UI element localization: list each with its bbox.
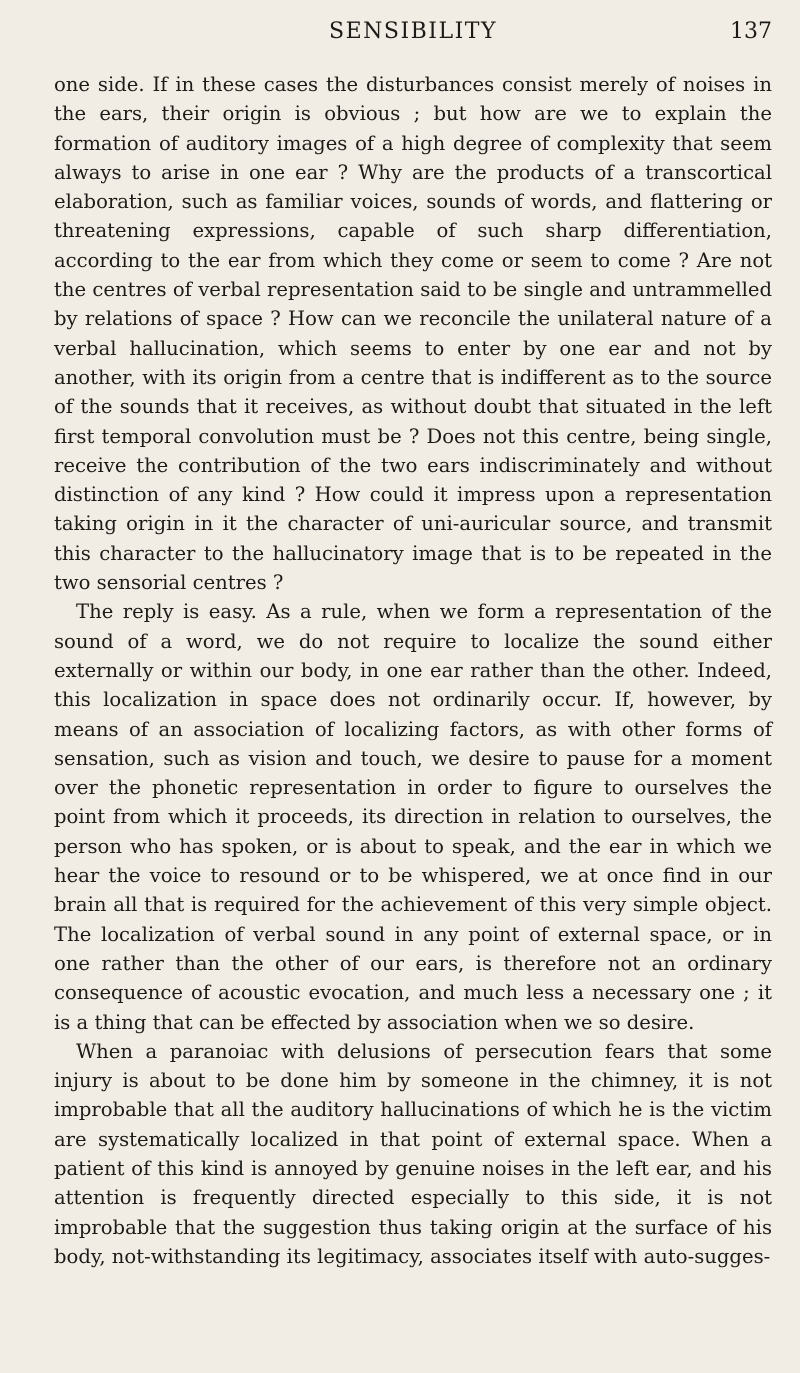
paragraph-paranoiac: When a paranoiac with delusions of persecution fears that some injury is about to be done him by someone in the chimney, it is not improbable that all the auditory hallucinations of which he is the victim are systematically localized in that point of external space. When a patient of this kind is annoyed by genuine noises in the left ear, and his attention is frequently directed especially to this side, it is not improbable that the suggestion thus taking origin at the surface of his body, not-withstanding its legitimacy, associates itself with auto-sugges- — [54, 1039, 772, 1268]
paragraph-continuation: one side. If in these cases the disturbances consist merely of noises in the ears, their origin is obvious ; but how are we to explain the formation of auditory images of a high degree of complexity that seem always to arise in one ear ? Why are the products of a transcortical elaboration, such as familiar voices, sounds of words, and flattering or threatening expressions, capable of such sharp differentiation, according to the ear from which they come or seem to come ? Are not the centres of verbal representation said to be single and untrammelled by relations of space ? How can we reconcile the unilateral nature of a verbal hallucination, which seems to enter by one ear and not by another, with its origin from a centre that is indifferent as to the source of the sounds that it receives, as without doubt that situated in the left first temporal convolution must be ? Does not this centre, being single, receive the contribution of the two ears indiscriminately and without distinction of any kind ? How could it impress upon a representation taking origin in it the character of uni-auricular source, and transmit this character to the hallucinatory image that is to be repeated in the two sensorial centres ? — [54, 73, 772, 595]
running-head — [54, 14, 772, 54]
running-title: SENSIBILITY — [329, 19, 497, 44]
page-number: 137 — [730, 19, 772, 44]
paragraph-reply: The reply is easy. As a rule, when we form a representation of the sound of a word, we do not require to localize the sound either externally or within our body, in one ear rather than the other. Indeed, this localization in space does not ordinarily occur. If, however, by means of an association of localizing factors, as with other forms of sensation, such as vision and touch, we desire to pause for a moment over the phonetic representation in order to figure to ourselves the point from which it proceeds, its direction in relation to ourselves, the person who has spoken, or is about to speak, and the ear in which we hear the voice to resound or to be whispered, we at once find in our brain all that is required for the achievement of this very simple object. The localization of verbal sound in any point of external space, or in one rather than the other of our ears, is therefore not an ordinary consequence of acoustic evocation, and much less a necessary one ; it is a thing that can be effected by association when we so desire. — [54, 600, 772, 1034]
book-page — [54, 14, 772, 1354]
body-text — [54, 70, 772, 1271]
